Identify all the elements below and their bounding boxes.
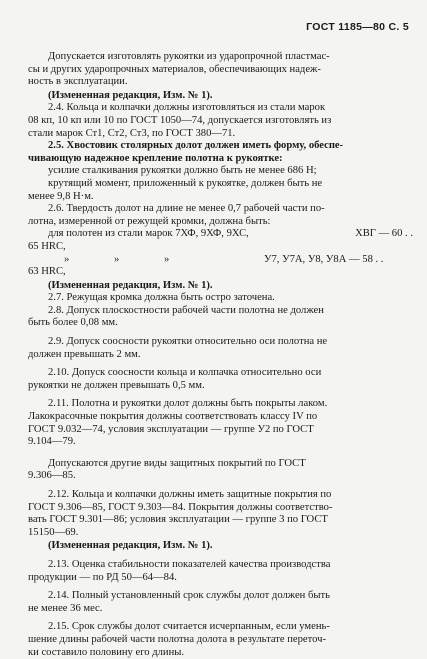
clause-2-11-note: Допускаются другие виды защитных покрытий по ГОСТ <box>48 457 306 469</box>
clause-2-12: 2.12. Кольца и колпачки должны иметь защитные покрытия по <box>48 489 332 500</box>
amendment-note: (Измененная редакция, Изм. № 1). <box>48 540 213 552</box>
clause-2-13: 2.13. Оценка стабильности показателей качества производства <box>48 558 331 570</box>
clause-2-9: 2.9. Допуск соосности рукоятки относительно оси полотна не <box>48 336 328 348</box>
clause-2-15: 2.15. Срок службы долот считается исчерпанным, если умень- <box>48 621 330 633</box>
text-line: вать ГОСТ 9.301—86; условия эксплуатации — группе 3 по ГОСТ <box>28 514 328 526</box>
clause-2-7: 2.7. Режущая кромка должна быть остро заточена. <box>48 292 275 304</box>
clause-2-14: 2.14. Полный установленный срок службы долот должен быть <box>48 590 330 602</box>
text-line: должен превышать 2 мм. <box>28 348 141 360</box>
text-line: 9.306—85. <box>28 470 76 482</box>
text-line: быть более 0,08 мм. <box>28 317 118 329</box>
text-line: для полотен из стали марок 7ХФ, 9ХФ, 9ХС, <box>48 228 249 240</box>
clause-2-5: 2.5. Хвостовик столярных долот должен иметь форму, обеспе- <box>48 140 344 152</box>
document-body <box>28 51 413 659</box>
text-line: 08 кп, 10 кп или 10 по ГОСТ 1050—74, допускается изготовлять из <box>28 114 332 126</box>
ditto-mark: » <box>164 253 170 265</box>
ditto-mark: » <box>114 253 120 265</box>
text-line: ГОСТ 9.032—74, условия эксплуатации — группе У2 по ГОСТ <box>28 423 314 435</box>
ditto-row <box>28 254 413 267</box>
amendment-note: (Измененная редакция, Изм. № 1). <box>48 89 213 101</box>
clause-2-11: 2.11. Полотна и рукоятки долот должны быть покрыты лаком. <box>48 398 328 410</box>
text-line: рукоятки не должен превышать 0,5 мм. <box>28 379 205 391</box>
clause-2-4: 2.4. Кольца и колпачки должны изготовляться из стали марок <box>48 102 326 114</box>
text-line: 15150—69. <box>28 526 79 538</box>
text-line: сы и других ударопрочных материалов, обеспечивающих надеж- <box>28 63 321 75</box>
text-line: шение длины рабочей части полотна долота в результате переточ- <box>28 633 326 645</box>
ditto-mark: » <box>64 253 70 265</box>
paragraph-plastic-handles <box>28 51 413 64</box>
text-line: крутящий момент, приложенный к рукоятке, должен быть не <box>48 177 323 189</box>
text-line: Допускается изготовлять рукоятки из ударопрочной пластмас- <box>48 51 330 62</box>
text-line: не менее 36 мес. <box>28 602 103 614</box>
text-line: ки составило половину его длины. <box>28 646 184 658</box>
text-line: Лакокрасочные покрытия должны соответствовать классу IV по <box>28 411 318 423</box>
text-line: ность в эксплуатации. <box>28 76 128 88</box>
steel-grades-row <box>28 228 413 241</box>
clause-2-8: 2.8. Допуск плоскостности рабочей части полотна не должен <box>48 304 324 316</box>
text-line: 9.104—79. <box>28 436 76 448</box>
text-line: чивающую надежное крепление полотна к рукоятке: <box>28 152 283 164</box>
text-line: 63 HRC, <box>28 266 66 278</box>
text-line: продукции — по РД 50—64—84. <box>28 571 177 583</box>
clause-2-6: 2.6. Твердость долот на длине не менее 0,7 рабочей части по- <box>48 203 325 215</box>
amendment-note: (Измененная редакция, Изм. № 1). <box>48 279 213 291</box>
text-line: стали марок Ст1, Ст2, Ст3, по ГОСТ 380—71. <box>28 127 236 139</box>
text-line: 65 HRC, <box>28 240 66 252</box>
text-line: У7, У7А, У8, У8А — 58 . . <box>264 253 384 265</box>
page-header: ГОСТ 1185—80 С. 5 <box>306 21 409 33</box>
text-line: лотна, измеренной от режущей кромки, должна быть: <box>28 215 271 227</box>
text-line: менее 9,8 Н·м. <box>28 190 94 202</box>
text-line: ХВГ — 60 . . <box>355 228 413 240</box>
text-line: усилие сталкивания рукоятки должно быть не менее 686 Н; <box>48 165 317 177</box>
text-line: ГОСТ 9.306—85, ГОСТ 9.303—84. Покрытия должны соответство- <box>28 501 333 513</box>
clause-2-10: 2.10. Допуск соосности кольца и колпачка относительно оси <box>48 367 322 379</box>
